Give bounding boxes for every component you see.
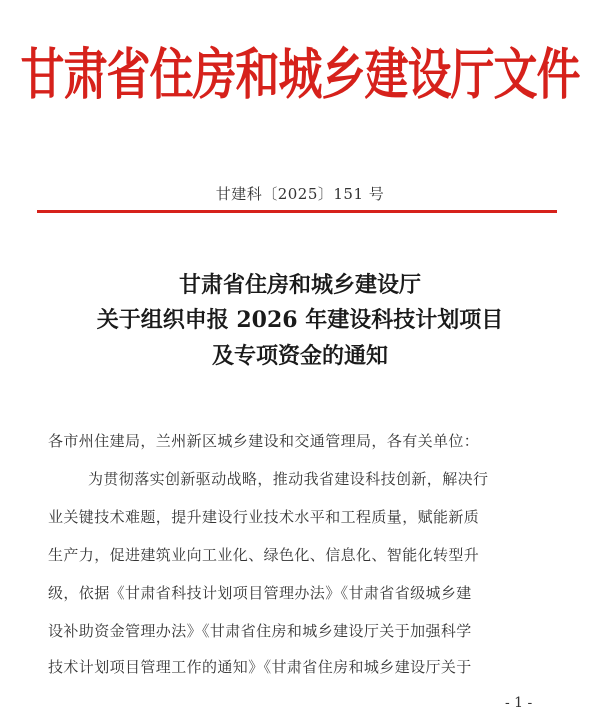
title-line-1: 甘肃省住房和城乡建设厅 [178,272,421,298]
body-line-6: 技术计划项目管理工作的通知》《甘肃省住房和城乡建设厅关于 [48,658,472,676]
body-line-4: 级，依据《甘肃省科技计划项目管理办法》《甘肃省省级城乡建 [48,584,472,602]
page-number: - 1 - [505,695,533,711]
salutation: 各市州住建局，兰州新区城乡建设和交通管理局，各有关单位： [48,432,480,450]
red-divider-line [37,210,557,213]
document-masthead: 甘肃省住房和城乡建设厅文件 [20,43,580,107]
body-line-3: 生产力，促进建筑业向工业化、绿色化、信息化、智能化转型升 [48,546,480,564]
body-line-5: 设补助资金管理办法》《甘肃省住房和城乡建设厅关于加强科学 [48,622,472,640]
body-line-2: 业关键技术难题，提升建设行业技术水平和工程质量，赋能新质 [48,508,480,526]
title-line-3: 及专项资金的通知 [211,343,388,369]
body-line-1: 为贯彻落实创新驱动战略，推动我省建设科技创新，解决行 [88,470,489,488]
document-number: 甘建科〔2025〕151 号 [215,185,385,203]
title-line-2: 关于组织申报 2026 年建设科技计划项目 [96,307,504,333]
